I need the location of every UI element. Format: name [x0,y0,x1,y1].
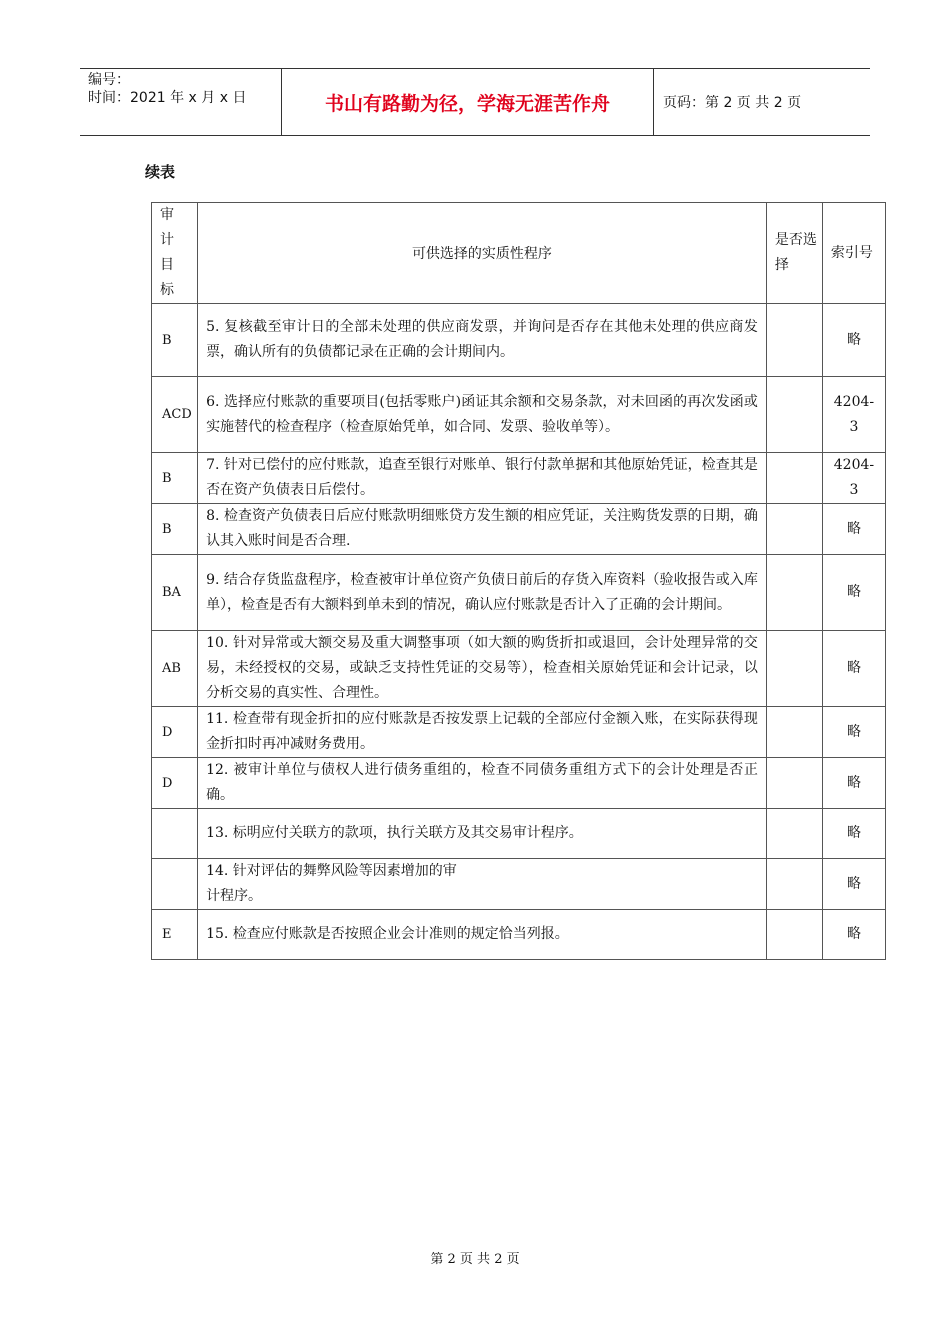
index-cell: 略 [822,809,885,859]
procedure-cell: 12. 被审计单位与债权人进行债务重组的，检查不同债务重组方式下的会计处理是否正确。 [198,758,767,809]
selection-cell[interactable] [766,304,822,377]
table-row [152,631,886,707]
document-date: 时间：2021 年 x 月 x 日 [88,90,247,106]
header-goal-char: 计 [160,232,174,248]
index-cell: 略 [822,707,885,758]
header-goal-char: 目 [160,257,174,273]
table-row [152,809,886,859]
index-cell: 4204- 3 [822,377,885,453]
table-body [152,304,886,960]
header-motto: 书山有路勤为径，学海无涯苦作舟 [281,69,654,135]
table-row [152,555,886,631]
index-cell: 略 [822,504,885,555]
procedure-cell: 7. 针对已偿付的应付账款，追查至银行对账单、银行付款单据和其他原始凭证，检查其是否在资产负债表日后偿付。 [198,453,767,504]
page-header [80,68,870,136]
selection-cell[interactable] [766,910,822,960]
header-audit-goal [152,203,198,304]
header-goal-char: 标 [160,282,174,298]
table-row [152,758,886,809]
procedure-cell: 13. 标明应付关联方的款项，执行关联方及其交易审计程序。 [198,809,767,859]
table-row [152,377,886,453]
table-continuation-title: 续表 [145,163,176,181]
index-cell: 略 [822,758,885,809]
selection-cell[interactable] [766,707,822,758]
selection-cell[interactable] [766,758,822,809]
procedure-cell: 10. 针对异常或大额交易及重大调整事项（如大额的购货折扣或退回，会计处理异常的交易，未经授权的交易，或缺乏支持性凭证的交易等），检查相关原始凭证和会计记录，以分析交易的真实性、合理性。 [198,631,767,707]
audit-goal-cell [152,809,198,859]
selection-cell[interactable] [766,859,822,910]
audit-goal-cell: ACD [152,377,198,453]
audit-procedure-table [151,202,886,960]
table-header-row [152,203,886,304]
table-row [152,304,886,377]
table-row [152,859,886,910]
table-row [152,453,886,504]
audit-goal-cell: B [152,453,198,504]
table-row [152,707,886,758]
index-cell: 略 [822,910,885,960]
audit-goal-cell: B [152,504,198,555]
table-row [152,504,886,555]
audit-goal-cell: D [152,758,198,809]
index-cell: 略 [822,631,885,707]
procedure-cell: 8. 检查资产负债表日后应付账款明细账贷方发生额的相应凭证，关注购货发票的日期，确认其入账时间是否合理. [198,504,767,555]
procedure-cell: 6. 选择应付账款的重要项目(包括零账户)函证其余额和交易条款，对未回函的再次发函或实施替代的检查程序（检查原始凭单，如合同、发票、验收单等）。 [198,377,767,453]
audit-goal-cell: E [152,910,198,960]
procedure-cell: 5. 复核截至审计日的全部未处理的供应商发票，并询问是否存在其他未处理的供应商发票，确认所有的负债都记录在正确的会计期间内。 [198,304,767,377]
page-footer: 第 2 页 共 2 页 [430,1252,520,1267]
procedure-cell: 15. 检查应付账款是否按照企业会计准则的规定恰当列报。 [198,910,767,960]
selection-cell[interactable] [766,631,822,707]
header-page-info: 页码：第 2 页 共 2 页 [663,95,802,111]
selection-cell[interactable] [766,809,822,859]
selection-cell[interactable] [766,504,822,555]
procedure-cell: 9. 结合存货监盘程序，检查被审计单位资产负债日前后的存货入库资料（验收报告或入库单），检查是否有大额料到单未到的情况，确认应付账款是否计入了正确的会计期间。 [198,555,767,631]
header-selected: 是否选择 [766,203,822,304]
header-goal-char: 审 [160,207,174,223]
index-cell: 略 [822,859,885,910]
header-procedure: 可供选择的实质性程序 [198,203,767,304]
header-meta [80,69,281,135]
procedure-cell: 14. 针对评估的舞弊风险等因素增加的审 计程序。 [198,859,767,910]
index-cell: 4204- 3 [822,453,885,504]
procedure-cell: 11. 检查带有现金折扣的应付账款是否按发票上记载的全部应付金额入账，在实际获得现金折扣时再冲减财务费用。 [198,707,767,758]
selection-cell[interactable] [766,377,822,453]
selection-cell[interactable] [766,555,822,631]
document-number-label: 编号： [88,72,130,88]
index-cell: 略 [822,555,885,631]
audit-goal-cell [152,859,198,910]
audit-goal-cell: D [152,707,198,758]
table-row [152,910,886,960]
audit-goal-cell: B [152,304,198,377]
header-index: 索引号 [822,203,885,304]
selection-cell[interactable] [766,453,822,504]
index-cell: 略 [822,304,885,377]
audit-goal-cell: BA [152,555,198,631]
audit-goal-cell: AB [152,631,198,707]
